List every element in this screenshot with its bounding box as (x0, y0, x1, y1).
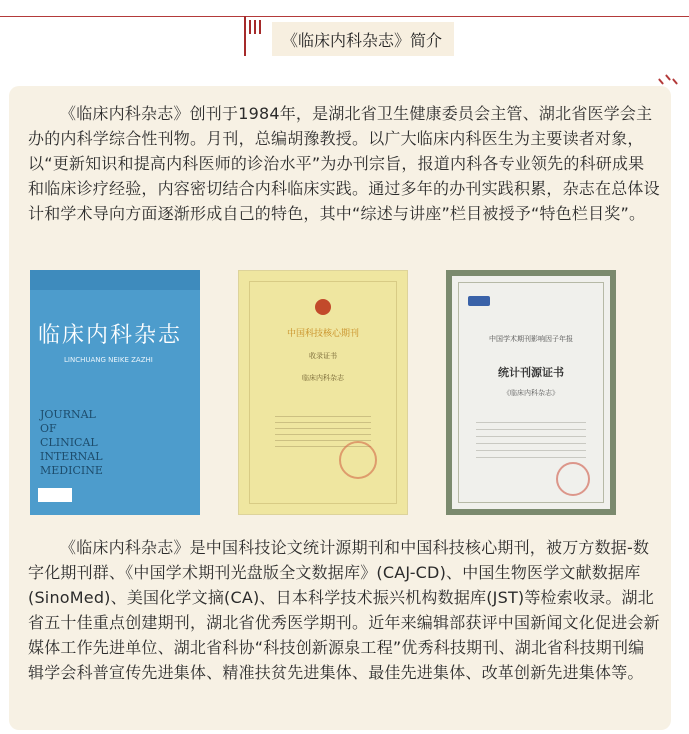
cert-core-title: 中国科技核心期刊 (286, 329, 359, 339)
seal-icon (556, 462, 590, 496)
istic-logo-icon (315, 299, 331, 315)
core-journal-certificate-image (238, 270, 408, 515)
cert-core-subtitle: 收录证书 (309, 352, 337, 360)
source-journal-certificate-image (446, 270, 616, 515)
cnki-logo-icon (468, 296, 490, 306)
cover-pinyin: LINCHUANG NEIKE ZAZHI (64, 356, 153, 364)
cert-source-journal: 《临床内科杂志》 (503, 389, 559, 397)
cert-source-org: 中国学术期刊影响因子年报 (489, 335, 573, 343)
section-header (242, 8, 454, 56)
cert-core-journal: 临床内科杂志 (302, 374, 344, 382)
indexing-paragraph: 《临床内科杂志》是中国科技论文统计源期刊和中国科技核心期刊，被万方数据-数字化期刊群、《中国学术期刊光盘版全文数据库》(CAJ-CD)、中国生物医学文献数据库(SinoMed)、美国化学文摘(CA)、日本科学技术振兴机构数据库(JST)等检索收录。湖北省五十佳重点创建期刊，湖北省优秀医学期刊。近年来编辑部获评中国新闻文化促进会新媒体工作先进单位、湖北省科协“科技创新源泉工程”优秀科技期刊、湖北省科技期刊编辑学会科普宣传先进集体、精准扶贫先进集体、最佳先进集体、改革创新先进集体等。 (28, 538, 660, 682)
header-bars-decoration (242, 8, 272, 56)
journal-cover-image (30, 270, 200, 515)
intro-paragraph: 《临床内科杂志》创刊于1984年，是湖北省卫生健康委员会主管、湖北省医学会主办的内科学综合性刊物。月刊，总编胡豫教授。以广大临床内科医生为主要读者对象，以“更新知识和提高内科医师的诊治水平”为办刊宗旨，报道内科各专业领先的科研成果和临床诊疗经验，内容密切结合内科临床实践。通过多年的办刊实践积累，杂志在总体设计和学术导向方面逐渐形成自己的特色，其中“综述与讲座”栏目被授予“特色栏目奖”。 (28, 104, 660, 223)
cert-source-title: 统计刊源证书 (498, 366, 564, 379)
cover-english-title: JOURNAL OF CLINICAL INTERNAL MEDICINE (40, 408, 103, 477)
seal-icon (339, 441, 377, 479)
barcode (38, 488, 72, 502)
section-title: 《临床内科杂志》简介 (272, 22, 454, 56)
cover-title: 临床内科杂志 (38, 323, 183, 348)
